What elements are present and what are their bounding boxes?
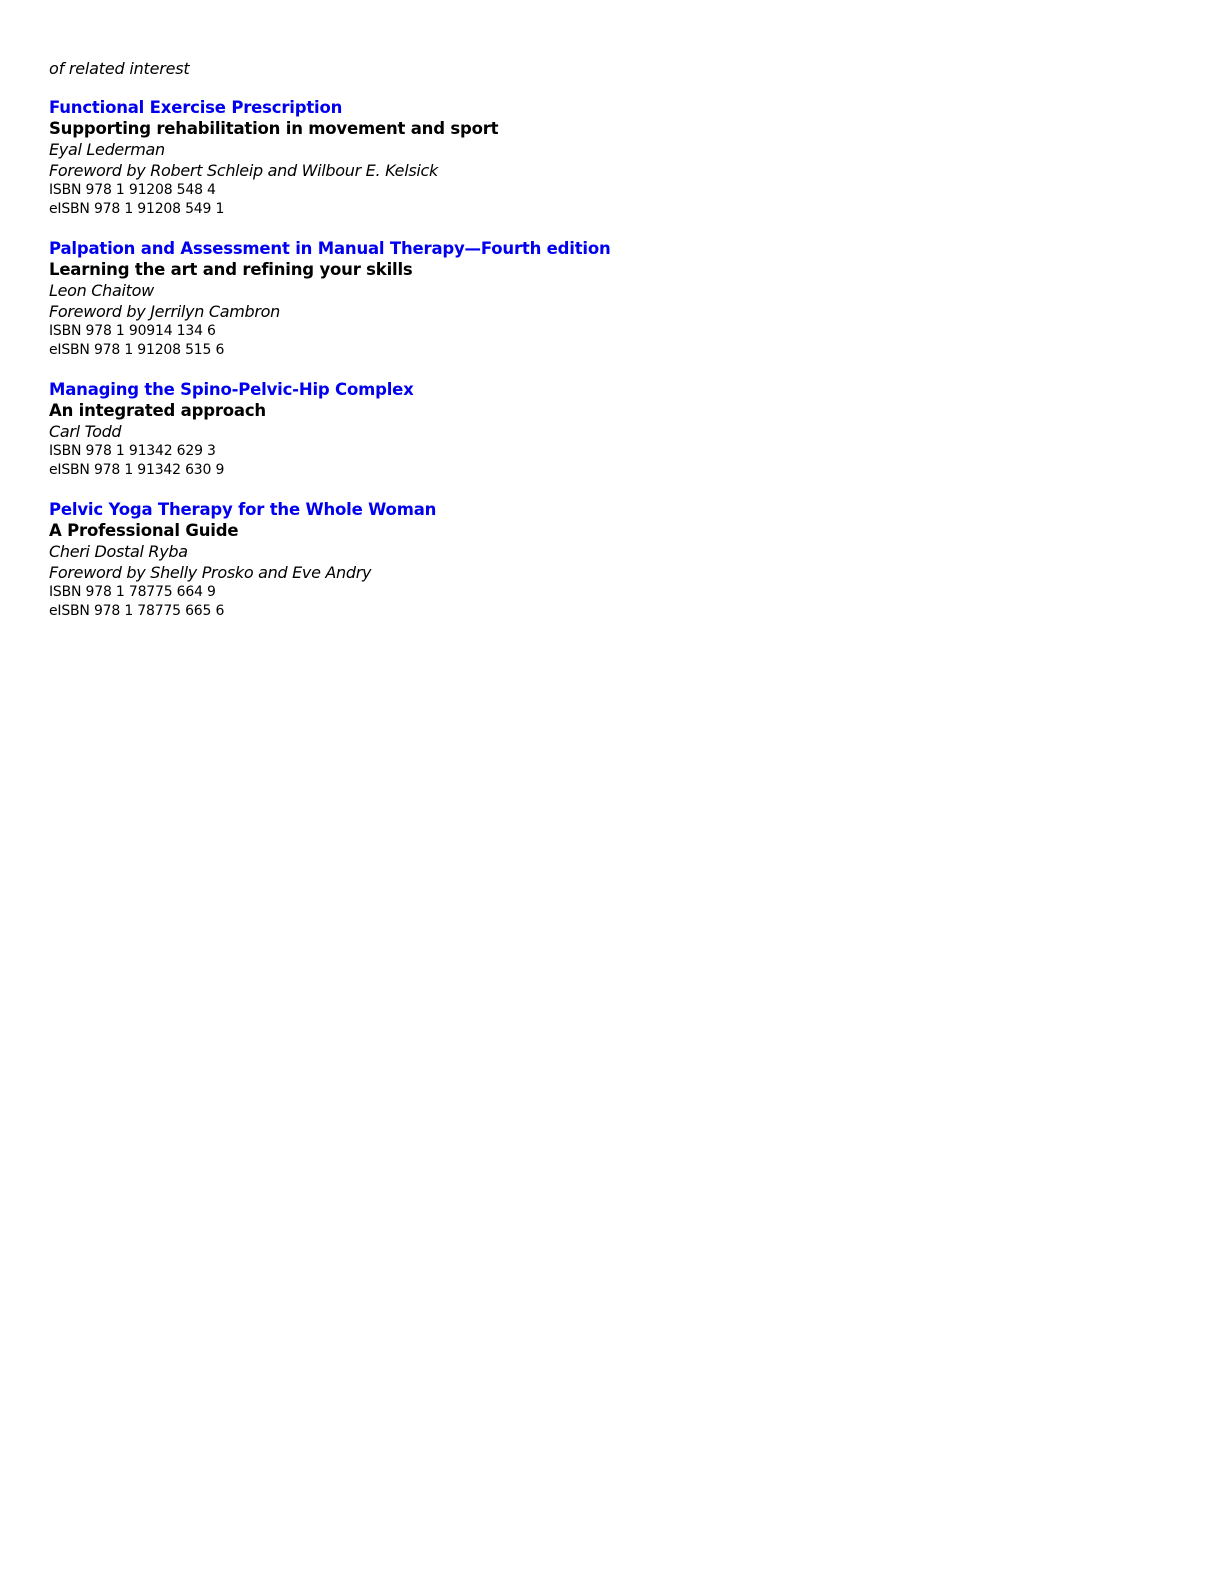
book-eisbn: eISBN 978 1 91208 515 6 — [49, 342, 225, 358]
book-title-link[interactable]: Functional Exercise Prescription — [49, 98, 343, 117]
book-author: Carl Todd — [49, 422, 122, 441]
book-subtitle: A Professional Guide — [49, 521, 239, 540]
book-subtitle: An integrated approach — [49, 401, 266, 420]
book-author: Eyal Lederman — [49, 140, 165, 159]
related-titles-page — [49, 58, 1149, 640]
book-isbn: ISBN 978 1 91208 548 4 — [49, 182, 216, 198]
book-subtitle: Supporting rehabilitation in movement and sport — [49, 119, 499, 138]
book-entry-3 — [49, 379, 1149, 480]
book-entry-4 — [49, 499, 1149, 621]
book-entry-2 — [49, 238, 1149, 360]
book-eisbn: eISBN 978 1 91208 549 1 — [49, 201, 225, 217]
book-foreword: Foreword by Robert Schleip and Wilbour E. Kelsick — [49, 161, 439, 180]
book-title-link[interactable]: Palpation and Assessment in Manual Therapy—Fourth edition — [49, 239, 611, 258]
book-foreword: Foreword by Shelly Prosko and Eve Andry — [49, 563, 372, 582]
intro-heading: of related interest — [49, 59, 190, 78]
book-subtitle: Learning the art and refining your skills — [49, 260, 413, 279]
book-isbn: ISBN 978 1 90914 134 6 — [49, 323, 216, 339]
book-eisbn: eISBN 978 1 78775 665 6 — [49, 603, 225, 619]
book-entry-1 — [49, 97, 1149, 219]
book-isbn: ISBN 978 1 91342 629 3 — [49, 443, 216, 459]
book-title-link[interactable]: Managing the Spino-Pelvic-Hip Complex — [49, 380, 414, 399]
book-author: Cheri Dostal Ryba — [49, 542, 188, 561]
book-foreword: Foreword by Jerrilyn Cambron — [49, 302, 280, 321]
book-isbn: ISBN 978 1 78775 664 9 — [49, 584, 216, 600]
book-author: Leon Chaitow — [49, 281, 154, 300]
book-title-link[interactable]: Pelvic Yoga Therapy for the Whole Woman — [49, 500, 437, 519]
book-eisbn: eISBN 978 1 91342 630 9 — [49, 462, 225, 478]
